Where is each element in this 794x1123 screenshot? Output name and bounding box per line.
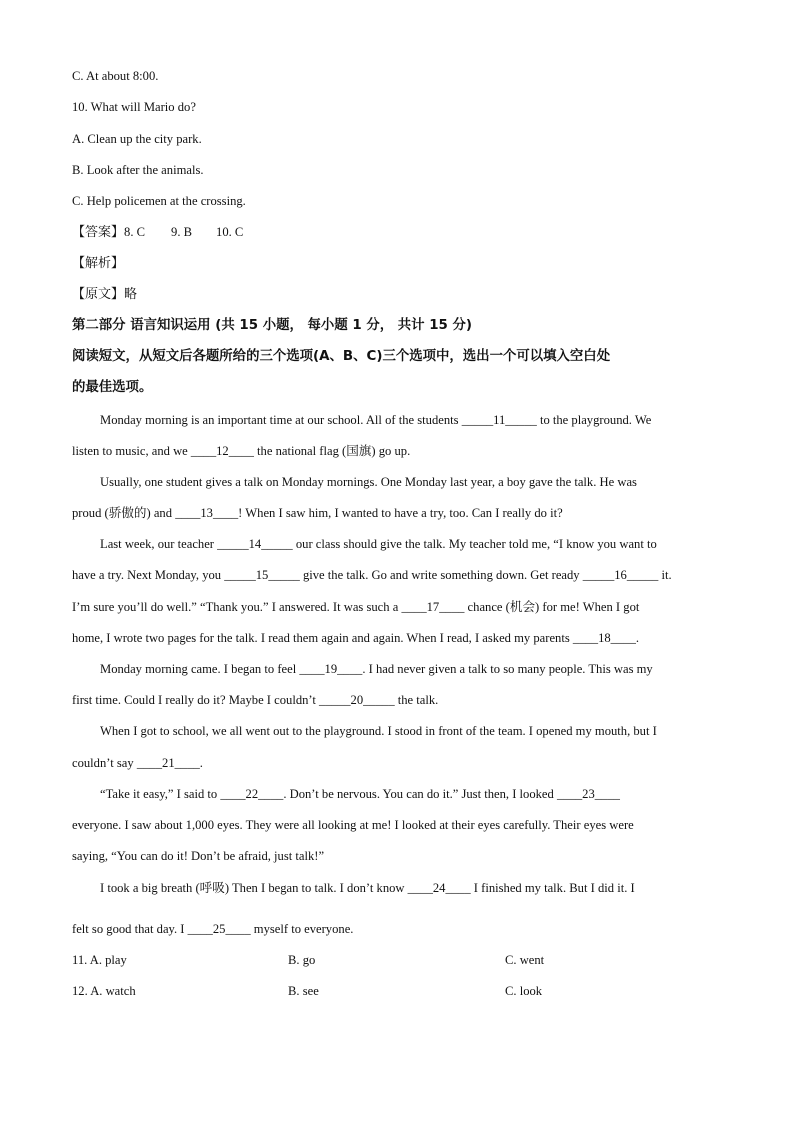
passage-text: I took a big breath (呼吸) Then I began to talk. I don’t know (100, 881, 408, 895)
passage-text: home, I wrote two pages for the talk. I read them again and again. When I read, I asked my parents (72, 631, 573, 645)
passage-text: chance (机会) for me! When I got (464, 600, 640, 614)
passage-p7-line2 (72, 921, 353, 937)
passage-text: I’m sure you’ll do well.” “Thank you.” I answered. It was such a (72, 600, 402, 614)
blank-25: ____25____ (187, 922, 251, 936)
passage-p3-line4 (72, 630, 639, 646)
blank-20: _____20_____ (319, 693, 395, 707)
original-text-line (72, 287, 137, 303)
answer-9: 9. B (171, 225, 193, 239)
part2-heading: 第二部分 语言知识运用 (共 15 小题， 每小题 1 分， 共计 15 分) (72, 318, 473, 333)
blank-17: ____17____ (401, 600, 465, 614)
q10-option-c: C. Help policemen at the crossing. (72, 194, 246, 208)
blank-23: ____23____ (556, 787, 620, 801)
q10-option-b: B. Look after the animals. (72, 163, 204, 177)
passage-text: . I had never given a talk to so many people. This was my (362, 662, 653, 676)
passage-p1-line1 (100, 412, 651, 428)
blank-16: _____16_____ (582, 568, 659, 582)
passage-text: have a try. Next Monday, you (72, 568, 225, 582)
passage-text: . Don’t be nervous. You can do it.” Just then, I looked (283, 787, 557, 801)
q11-option-c: C. went (505, 953, 545, 967)
q9-option-c: C. At about 8:00. (72, 69, 159, 83)
blank-14: _____14_____ (217, 537, 293, 551)
passage-p6-line1 (100, 786, 620, 802)
passage-p4-line1 (100, 661, 653, 677)
passage-text: give the talk. Go and write something down. Get ready (299, 568, 583, 582)
passage-text: felt so good that day. I (72, 922, 188, 936)
original-label: 【原文】 (72, 287, 125, 302)
passage-text: couldn’t say (72, 756, 137, 770)
passage-text: Monday morning is an important time at our school. All of the students (100, 413, 462, 427)
q12-option-b: B. see (288, 984, 319, 998)
blank-21: ____21____ (136, 756, 200, 770)
blank-24: ____24____ (407, 881, 471, 895)
passage-p5-line1: When I got to school, we all went out to the playground. I stood in front of the team. I opened my mouth, but I (100, 724, 657, 738)
blank-15: _____15_____ (224, 568, 300, 582)
passage-text: the national flag (国旗) go up. (253, 444, 411, 458)
analysis-label: 【解析】 (72, 256, 125, 271)
part2-instruction-line2: 的最佳选项。 (72, 380, 153, 395)
passage-p2-line1: Usually, one student gives a talk on Monday mornings. One Monday last year, a boy gave the talk. He was (100, 475, 637, 489)
passage-p6-line3: saying, “You can do it! Don’t be afraid, just talk!” (72, 849, 325, 863)
q11-option-b: B. go (288, 953, 316, 967)
passage-text: . (635, 631, 640, 645)
passage-text: . (199, 756, 203, 770)
passage-p3-line1 (100, 536, 657, 552)
blank-11: _____11_____ (461, 413, 537, 427)
passage-text: “Take it easy,” I said to (100, 787, 221, 801)
passage-text: Last week, our teacher (100, 537, 218, 551)
passage-text: Monday morning came. I began to feel (100, 662, 300, 676)
passage-text: proud (骄傲的) and (72, 506, 176, 520)
blank-19: ____19____ (299, 662, 363, 676)
passage-p3-line3 (72, 599, 639, 615)
original-text: 略 (124, 287, 138, 302)
blank-22: ____22____ (220, 787, 284, 801)
passage-p1-line2 (72, 443, 410, 459)
q11-option-a: 11. A. play (72, 953, 127, 967)
passage-p5-line2 (72, 755, 203, 771)
answer-label: 【答案】 (72, 225, 125, 240)
passage-text: ! When I saw him, I wanted to have a try, too. Can I really do it? (238, 506, 563, 520)
passage-p7-line1 (100, 880, 635, 896)
passage-text: the talk. (394, 693, 439, 707)
answer-10: 10. C (216, 225, 244, 239)
answer-line (72, 224, 243, 241)
passage-p4-line2 (72, 692, 438, 708)
passage-text: our class should give the talk. My teacher told me, “I know you want to (292, 537, 657, 551)
blank-18: ____18____ (572, 631, 636, 645)
part2-instruction-line1: 阅读短文，从短文后各题所给的三个选项(A、B、C)三个选项中，选出一个可以填入空白处 (72, 349, 611, 364)
passage-text: myself to everyone. (250, 922, 354, 936)
passage-text: I finished my talk. But I did it. I (470, 881, 635, 895)
blank-13: ____13____ (175, 506, 239, 520)
passage-p3-line2 (72, 567, 672, 583)
q12-option-a: 12. A. watch (72, 984, 136, 998)
passage-p6-line2: everyone. I saw about 1,000 eyes. They were all looking at me! I looked at their eyes carefully. Their eyes were (72, 818, 634, 832)
answer-8: 8. C (124, 225, 146, 239)
blank-12: ____12____ (190, 444, 254, 458)
passage-text: to the playground. We (536, 413, 652, 427)
passage-text: listen to music, and we (72, 444, 191, 458)
q10-question: 10. What will Mario do? (72, 100, 196, 114)
passage-text: it. (658, 568, 672, 582)
passage-p2-line2 (72, 505, 563, 521)
q10-option-a: A. Clean up the city park. (72, 132, 202, 146)
q12-option-c: C. look (505, 984, 543, 998)
passage-text: first time. Could I really do it? Maybe I couldn’t (72, 693, 320, 707)
